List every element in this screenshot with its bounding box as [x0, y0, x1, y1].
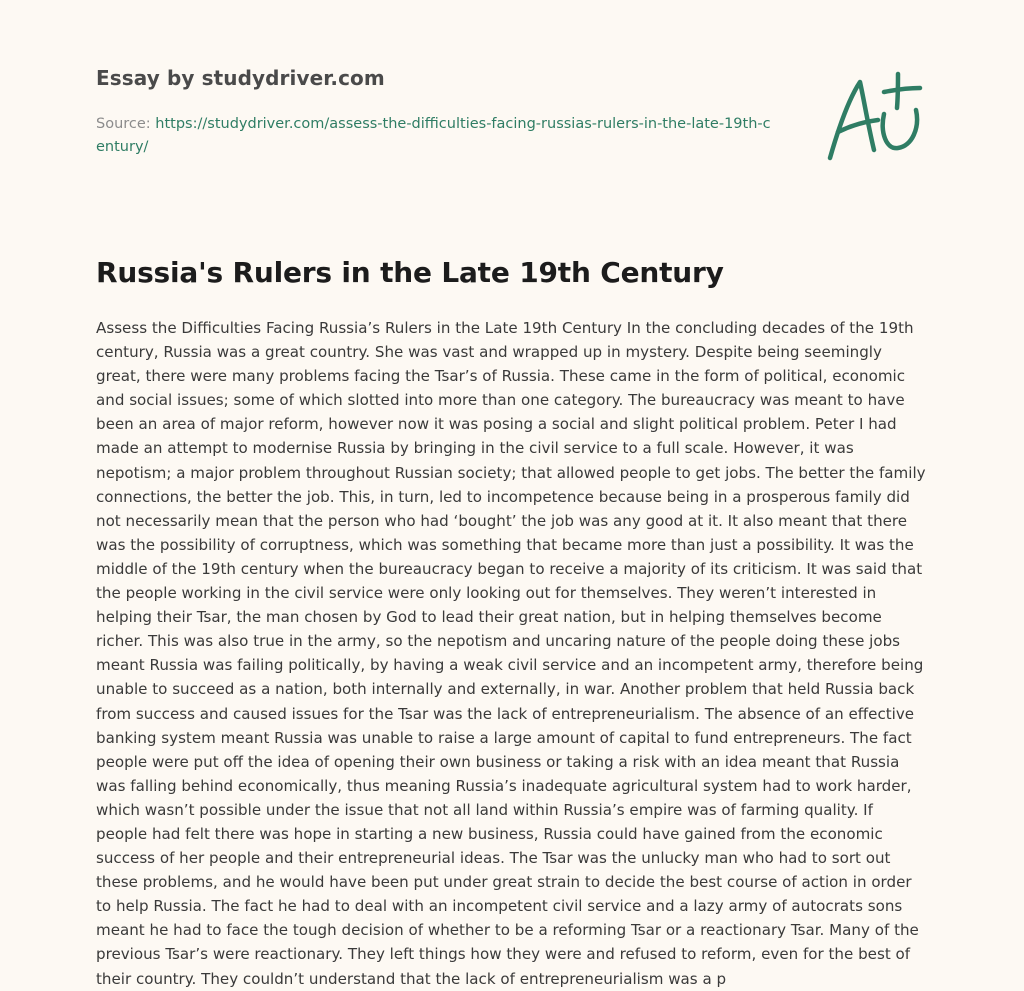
source-link[interactable]: https://studydriver.com/assess-the-difficulties-facing-russias-rulers-in-the-late-19th-century/ — [96, 116, 771, 155]
essay-body: Assess the Difficulties Facing Russia’s Rulers in the Late 19th Century In the concluding decades of the 19th century, Russia was a great country. She was vast and wrapped up in mystery. Despite being seemingly great, there were many problems facing the Tsar’s of Russia. These came in the form of political, economic and social issues; some of which slotted into more than one category. The bureaucracy was meant to have been an area of major reform, however now it was posing a social and slight political problem. Peter I had made an attempt to modernise Russia by bringing in the civil service to a full scale. However, it was nepotism; a major problem throughout Russian society; that allowed people to get jobs. The better the family connections, the better the job. This, in turn, led to incompetence because being in a prosperous family did not necessarily mean that the person who had ‘bought’ the job was any good at it. It also meant that there was the possibility of corruptness, which was something that became more than just a possibility. It was the middle of the 19th century when the bureaucracy began to receive a majority of its criticism. It was said that the people working in the civil service were only looking out for themselves. They weren’t interested in helping their Tsar, the man chosen by God to lead their great nation, but in helping themselves become richer. This was also true in the army, so the nepotism and uncaring nature of the people doing these jobs meant Russia was failing politically, by having a weak civil service and an incompetent army, therefore being unable to succeed as a nation, both internally and externally, in war. Another problem that held Russia back from success and caused issues for the Tsar was the lack of entrepreneurialism. The absence of an effective banking system meant Russia was unable to raise a large amount of capital to fund entrepreneurs. The fact people were put off the idea of opening their own business or taking a risk with an idea meant that Russia was falling behind economically, thus meaning Russia’s inadequate agricultural system had to work harder, which wasn’t possible under the issue that not all land within Russia’s empire was of farming quality. If people had felt there was hope in starting a new business, Russia could have gained from the economic success of her people and their entrepreneurial ideas. The Tsar was the unlucky man who had to sort out these problems, and he would have been put under great strain to decide the best course of action in order to help Russia. The fact he had to deal with an incompetent civil service and a lazy army of autocrats sons meant he had to face the tough decision of whether to be a reforming Tsar or a reactionary Tsar. Many of the previous Tsar’s were reactionary. They left things how they were and refused to reform, even for the best of their country. They couldn’t understand that the lack of entrepreneurialism was a p — [96, 319, 926, 988]
source-line — [96, 113, 776, 159]
site-title: Essay by studydriver.com — [96, 66, 385, 90]
essay-page — [96, 0, 928, 988]
source-label: Source: — [96, 116, 156, 132]
a-plus-logo-icon — [824, 70, 924, 162]
essay-title: Russia's Rulers in the Late 19th Century — [96, 256, 724, 289]
